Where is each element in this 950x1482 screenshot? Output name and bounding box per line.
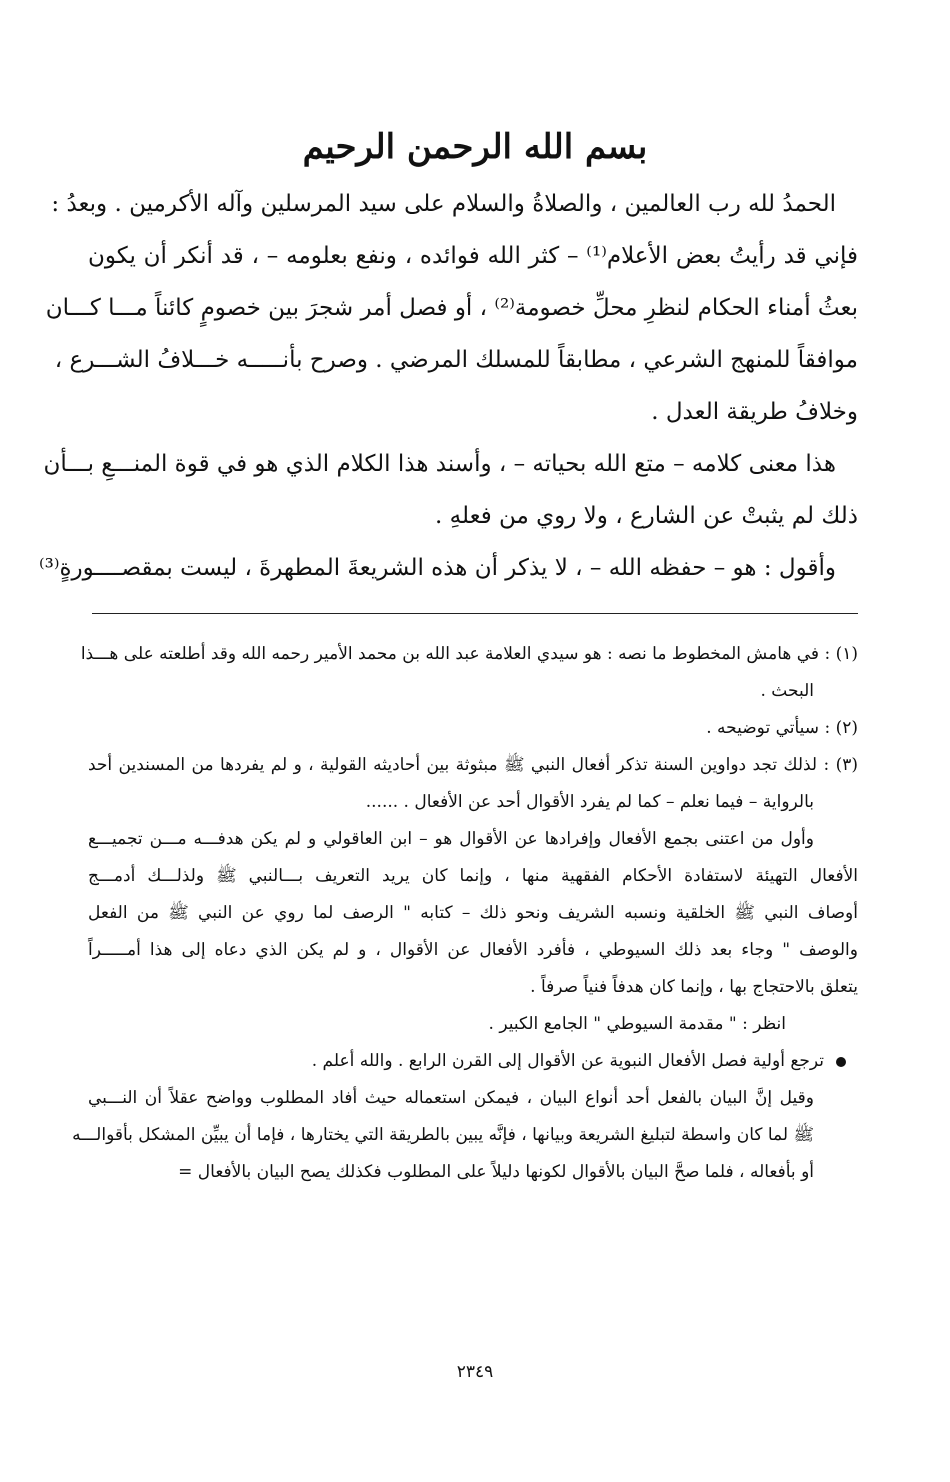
body-line: وأقول : هو – حفظه الله – ، لا يذكر أن هذه الشريعةَ المطهرةَ ، ليست بمقصــــورةٍ⁽³⁾ xyxy=(38,555,836,581)
body-line: وخلافُ طريقة العدل . xyxy=(651,399,858,425)
footnote-line: (١) : في هامش المخطوط ما نصه : هو سيدي العلامة عبد الله بن محمد الأمير رحمه الله وقد أطلعته على هـــذا xyxy=(80,644,858,664)
footnote-line: بالرواية – فيما نعلم – كما لم يفرد الأقوال أحد عن الأفعال . ...... xyxy=(365,792,814,812)
footnote-line: انظر : " مقدمة السيوطي " الجامع الكبير . xyxy=(488,1014,786,1034)
body-line: بعثُ أمناء الحكام لنظرِ محلِّ خصومة⁽²⁾ ، أو فصل أمر شجرَ بين خصومٍ كائناً مـــا كـــان xyxy=(45,295,858,321)
footnote-line: يتعلق بالاحتجاج بها ، وإنما كان هدفاً فنياً صرفاً . xyxy=(530,977,858,997)
footnote-line: أو بأفعاله ، فلما صحَّ البيان بالأقوال لكونها دليلاً على المطلوب فكذلك يصح البيان بالأفعال = xyxy=(178,1162,814,1182)
footnote-divider xyxy=(92,613,858,614)
footnote-line: ﷺ لما كان واسطة لتبليغ الشريعة وبيانها ، فإنَّه يبين بالطريقة التي يختارها ، فإما أن يبيِّن المشكل بأقوالـــه xyxy=(72,1125,814,1145)
footnote-line: وقيل إنَّ البيان بالفعل أحد أنواع البيان ، فيمكن استعماله حيث أفاد المطلوب وواضح عقلاً أن النـــبي xyxy=(88,1088,814,1108)
basmala-title: بسم الله الرحمن الرحيم xyxy=(302,127,648,167)
body-line: فإني قد رأيتُ بعض الأعلام⁽¹⁾ – كثر الله فوائده ، ونفع بعلومه – ، قد أنكر أن يكون xyxy=(88,243,858,269)
body-line: الحمدُ لله رب العالمين ، والصلاةُ والسلام على سيد المرسلين وآله الأكرمين . وبعدُ : xyxy=(51,191,836,217)
bullet-icon xyxy=(836,1057,846,1067)
body-line: موافقاً للمنهج الشرعي ، مطابقاً للمسلك المرضي . وصرح بأنـــــه خـــلافُ الشـــرع ، xyxy=(54,347,858,373)
footnote-line: البحث . xyxy=(760,681,814,701)
body-line: هذا معنى كلامه – متع الله بحياته – ، وأسند هذا الكلام الذي هو في قوة المنـــعِ بـــأن xyxy=(43,451,836,477)
footnote-line: أوصاف النبي ﷺ الخلقية ونسبه الشريف ونحو ذلك – كتابه " الرصف لما روي عن النبي ﷺ من الفعل xyxy=(88,903,858,923)
body-line: ذلك لم يثبتْ عن الشارع ، ولا روي من فعلهِ . xyxy=(435,503,858,529)
footnote-line: الأفعال التهيئة لاستفادة الأحكام الفقهية منها ، وإنما كان يريد التعريف بـــالنبي ﷺ ولذلـــك أدمـــج xyxy=(88,866,858,886)
footnote-line: وأول من اعتنى بجمع الأفعال وإفرادها عن الأقوال هو – ابن العاقولي و لم يكن هدفـــه مـــن تجميـــع xyxy=(88,829,814,849)
footnote-line: (٢) : سيأتي توضيحه . xyxy=(706,718,858,738)
footnote-line: ترجع أولية فصل الأفعال النبوية عن الأقوال إلى القرن الرابع . والله أعلم . xyxy=(311,1051,824,1071)
footnote-line: والوصف " وجاء بعد ذلك السيوطي ، فأفرد الأفعال عن الأقوال ، و لم يكن الذي دعاه إلى هذا أمـــــراً xyxy=(88,940,858,960)
footnote-line: (٣) : لذلك تجد دواوين السنة تذكر أفعال النبي ﷺ مبثوثة بين أحاديثه القولية ، و لم يفردها من المسندين أحد xyxy=(88,755,858,775)
footnote-bullet-line xyxy=(88,1043,858,1080)
page-number: ٢٣٤٩ xyxy=(456,1362,494,1382)
footnotes xyxy=(72,636,858,1191)
main-text xyxy=(38,178,858,594)
